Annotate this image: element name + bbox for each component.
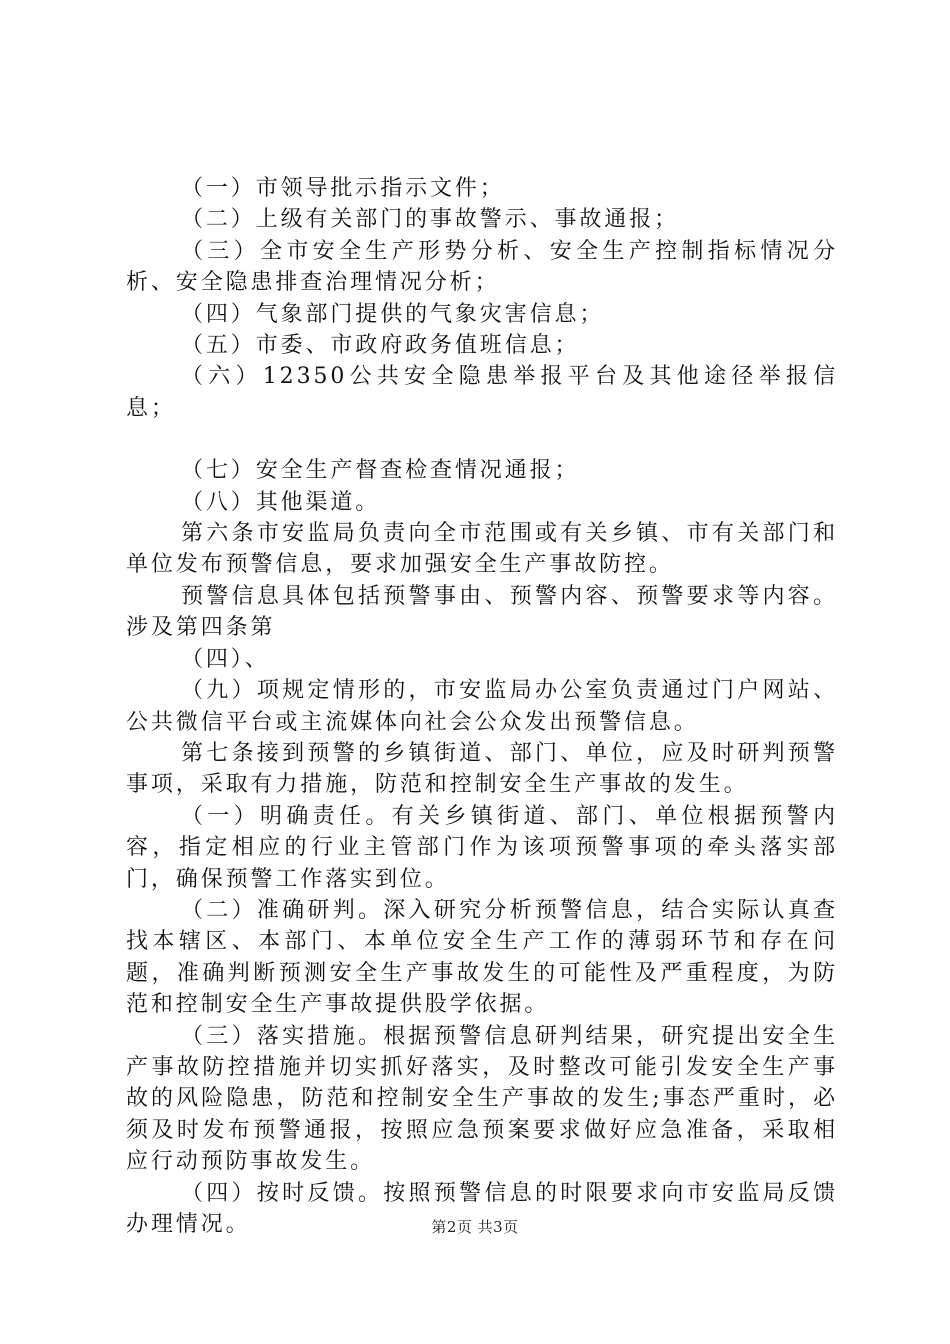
paragraph-12: （九）项规定情形的，市安监局办公室负责通过门户网站、公共微信平台或主流媒体向社会公众发出预警信息。 [126, 678, 838, 735]
paragraph-17: （四）按时反馈。按照预警信息的时限要求向市安监局反馈办理情况。 [126, 1180, 838, 1237]
paragraph-9: 第六条市安监局负责向全市范围或有关乡镇、市有关部门和单位发布预警信息，要求加强安全生产事故防控。 [126, 521, 838, 578]
paragraph-15: （二）准确研判。深入研究分析预警信息，结合实际认真查找本辖区、本部门、本单位安全生产工作的薄弱环节和存在问题，准确判断预测安全生产事故发生的可能性及严重程度，为防范和控制安全生产事故提供股学依据。 [126, 897, 838, 1018]
paragraph-2: （二）上级有关部门的事故警示、事故通报； [181, 207, 680, 233]
paragraph-11: （四）、 [181, 646, 270, 672]
paragraph-14: （一）明确责任。有关乡镇街道、部门、单位根据预警内容，指定相应的行业主管部门作为该项预警事项的牵头落实部门，确保预警工作落实到位。 [126, 803, 838, 892]
paragraph-7: （七）安全生产督查检查情况通报； [181, 458, 580, 484]
paragraph-5: （五）市委、市政府政务值班信息； [181, 333, 580, 359]
paragraph-16: （三）落实措施。根据预警信息研判结果，研究提出安全生产事故防控措施并切实抓好落实，及时整改可能引发安全生产事故的风险隐患，防范和控制安全生产事故的发生;事态严重时，必须及时发布预警通报，按照应急预案要求做好应急准备，采取相应行动预防事故发生。 [126, 1023, 838, 1175]
paragraph-1: （一）市领导批示指示文件； [181, 176, 505, 201]
paragraph-3: （三）全市安全生产形势分析、安全生产控制指标情况分析、安全隐患排查治理情况分析； [126, 238, 838, 296]
paragraph-13: 第七条接到预警的乡镇街道、部门、单位，应及时研判预警事项，采取有力措施，防范和控制安全生产事故的发生。 [126, 740, 838, 798]
paragraph-6: （六）12350公共安全隐患举报平台及其他途径举报信息； [126, 364, 838, 421]
page-footer: 第2页 共3页 [431, 1218, 519, 1236]
paragraph-8: （八）其他渠道。 [181, 489, 381, 515]
paragraph-10: 预警信息具体包括预警事由、预警内容、预警要求等内容。涉及第四条第 [126, 583, 838, 641]
paragraph-4: （四）气象部门提供的气象灾害信息； [181, 301, 605, 327]
document-body [126, 173, 838, 1240]
